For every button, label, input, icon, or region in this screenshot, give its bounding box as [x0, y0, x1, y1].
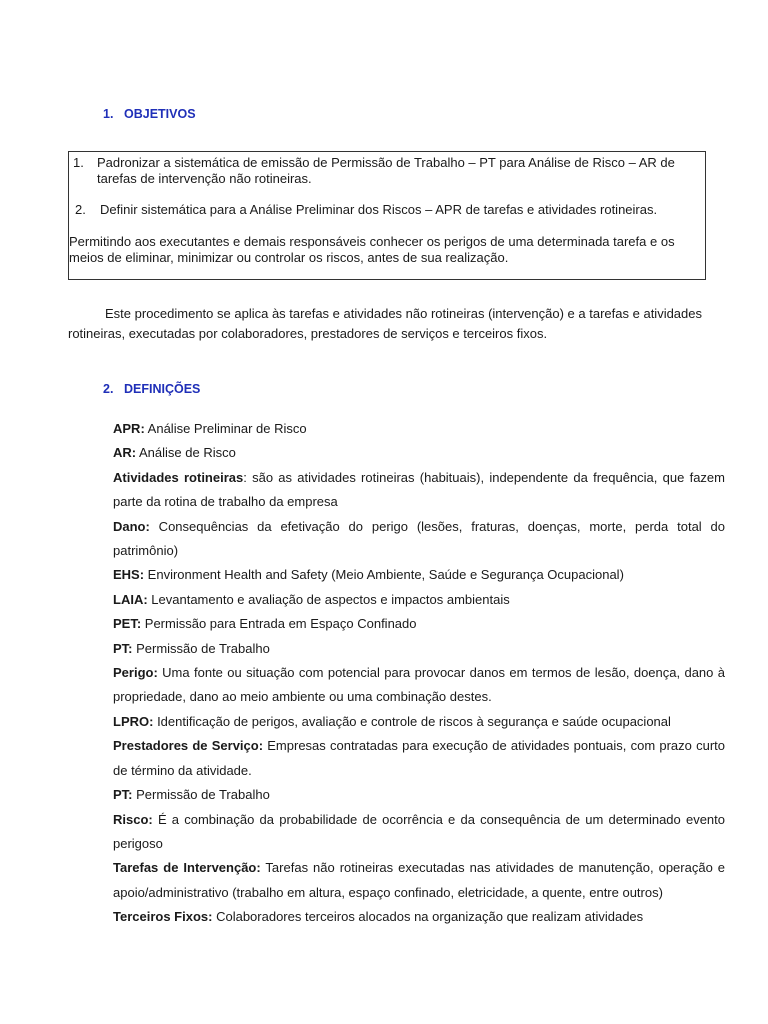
definition-item	[113, 856, 725, 905]
definition-term: EHS:	[113, 567, 145, 583]
definition-text: Permissão de Trabalho	[132, 787, 270, 803]
definition-item	[113, 808, 725, 857]
objective-item	[75, 202, 705, 218]
definition-term: PET:	[113, 616, 142, 632]
definition-item	[113, 661, 725, 710]
definition-text: É a combinação da probabilidade de ocorrência e da consequência de um determinado evento perigoso	[113, 811, 725, 851]
definition-text: Permissão para Entrada em Espaço Confinado	[141, 616, 417, 632]
definition-text: Levantamento e avaliação de aspectos e impactos ambientais	[147, 591, 510, 607]
objective-number: 1.	[73, 155, 84, 170]
definition-text: Environment Health and Safety (Meio Ambiente, Saúde e Segurança Ocupacional)	[144, 567, 624, 583]
definition-term: Prestadores de Serviço:	[113, 738, 264, 754]
definition-term: Dano:	[113, 518, 150, 534]
definition-term: Atividades rotineiras	[113, 469, 244, 485]
definition-text: Empresas contratadas para execução de atividades pontuais, com prazo curto de término da atividade.	[113, 738, 725, 778]
section-number: 2.	[103, 382, 114, 396]
definition-item	[113, 734, 725, 783]
definition-item	[113, 588, 725, 612]
definitions-list	[113, 417, 725, 930]
definition-item	[113, 441, 725, 465]
definition-term: Terceiros Fixos:	[113, 909, 213, 925]
section-title: OBJETIVOS	[124, 107, 196, 121]
definition-text: Permissão de Trabalho	[132, 640, 270, 656]
objectives-box	[68, 151, 706, 280]
objective-number: 2.	[75, 202, 86, 217]
definition-text: Análise de Risco	[136, 445, 236, 461]
definition-item	[113, 637, 725, 661]
definition-item	[113, 417, 725, 441]
section-heading-definicoes	[103, 382, 200, 396]
section-number: 1.	[103, 107, 114, 121]
definition-term: APR:	[113, 421, 145, 436]
definition-text: Uma fonte ou situação com potencial para provocar danos em termos de lesão, doença, dano à propriedade, dano ao meio ambiente ou uma combinação destes.	[113, 665, 725, 705]
definition-text: Consequências da efetivação do perigo (lesões, fraturas, doenças, morte, perda total do patrimônio)	[113, 518, 725, 559]
definition-item	[113, 612, 725, 636]
objective-item	[73, 155, 703, 187]
definition-item	[113, 905, 725, 929]
definition-term: Tarefas de Intervenção:	[113, 860, 261, 876]
section-heading-objetivos	[103, 107, 196, 121]
intro-paragraph: Este procedimento se aplica às tarefas e atividades não rotineiras (intervenção) e a tarefas e atividades rotineiras, executadas por colaboradores, prestadores de serviços e terceiros fixos.	[68, 306, 702, 341]
definition-text: Tarefas não rotineiras executadas nas atividades de manutenção, operação e apoio/administrativo (trabalho em altura, espaço confinado, eletricidade, a quente, entre outros)	[113, 860, 725, 900]
definition-term: AR:	[113, 445, 137, 461]
definition-term: Perigo:	[113, 665, 158, 681]
definition-term: PT:	[113, 787, 133, 803]
objectives-note: Permitindo aos executantes e demais responsáveis conhecer os perigos de uma determinada tarefa e os meios de eliminar, minimizar ou controlar os riscos, antes de sua realização.	[69, 234, 675, 265]
definition-text: : são as atividades rotineiras (habituais), independente da frequência, que fazem parte da rotina de trabalho da empresa	[113, 469, 725, 510]
section-title: DEFINIÇÕES	[124, 382, 201, 396]
definition-text: Análise Preliminar de Risco	[144, 421, 307, 436]
definition-term: Risco:	[113, 811, 153, 827]
definition-item	[113, 515, 725, 564]
definition-term: PT:	[113, 640, 133, 656]
definition-text: Identificação de perigos, avaliação e controle de riscos à segurança e saúde ocupacional	[153, 713, 671, 729]
definition-item	[113, 710, 725, 734]
objective-text: Definir sistemática para a Análise Preliminar dos Riscos – APR de tarefas e atividades rotineiras.	[100, 202, 658, 217]
definition-term: LAIA:	[113, 591, 148, 607]
definition-term: LPRO:	[113, 713, 154, 729]
definition-item	[113, 563, 725, 587]
objective-text: Padronizar a sistemática de emissão de Permissão de Trabalho – PT para Análise de Risco – AR de tarefas de intervenção não rotineiras.	[97, 155, 675, 186]
definition-item	[113, 783, 725, 807]
definition-item	[113, 466, 725, 515]
definition-text: Colaboradores terceiros alocados na organização que realizam atividades	[212, 909, 644, 925]
